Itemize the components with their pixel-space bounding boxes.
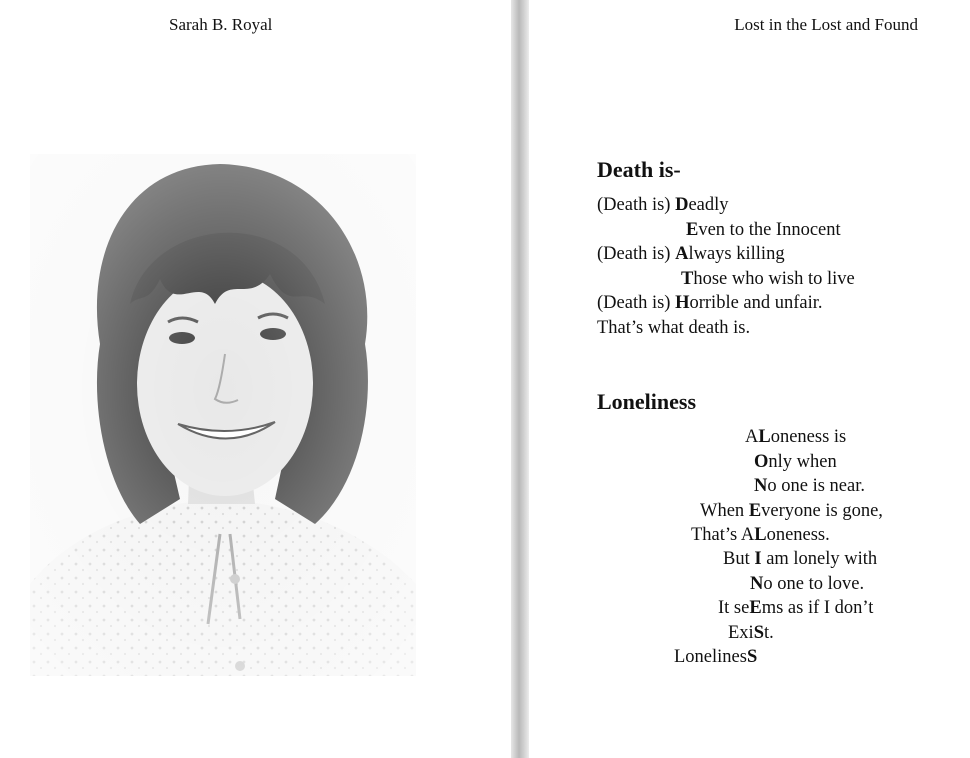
poem-line: Only when	[754, 452, 837, 472]
poem-line: No one to love.	[750, 574, 865, 594]
poem-line: ExiSt.	[728, 623, 774, 643]
poem-line: Those who wish to live	[681, 269, 855, 289]
portrait-photo	[30, 154, 416, 676]
poem-line: No one is near.	[754, 476, 865, 496]
running-head-author: Sarah B. Royal	[169, 15, 273, 34]
right-page	[529, 0, 970, 758]
poem-line: (Death is) Horrible and unfair.	[597, 293, 823, 313]
poem-title-death: Death is-	[597, 157, 681, 182]
poem-line: (Death is) Always killing	[597, 244, 785, 264]
poem-line: LonelinesS	[674, 647, 758, 667]
poem-line: But I am lonely with	[723, 549, 878, 569]
poem-title-loneliness: Loneliness	[597, 389, 697, 414]
poem-line: Even to the Innocent	[686, 220, 841, 240]
book-gutter	[511, 0, 529, 758]
poem-line: ALoneness is	[745, 427, 847, 447]
running-head-title: Lost in the Lost and Found	[734, 15, 918, 34]
poem-line: That’s ALoneness.	[691, 525, 830, 545]
poem-line: (Death is) Deadly	[597, 195, 729, 215]
poem-line: When Everyone is gone,	[700, 501, 883, 521]
poem-line: That’s what death is.	[597, 318, 751, 338]
poem-line: It seEms as if I don’t	[718, 598, 874, 618]
